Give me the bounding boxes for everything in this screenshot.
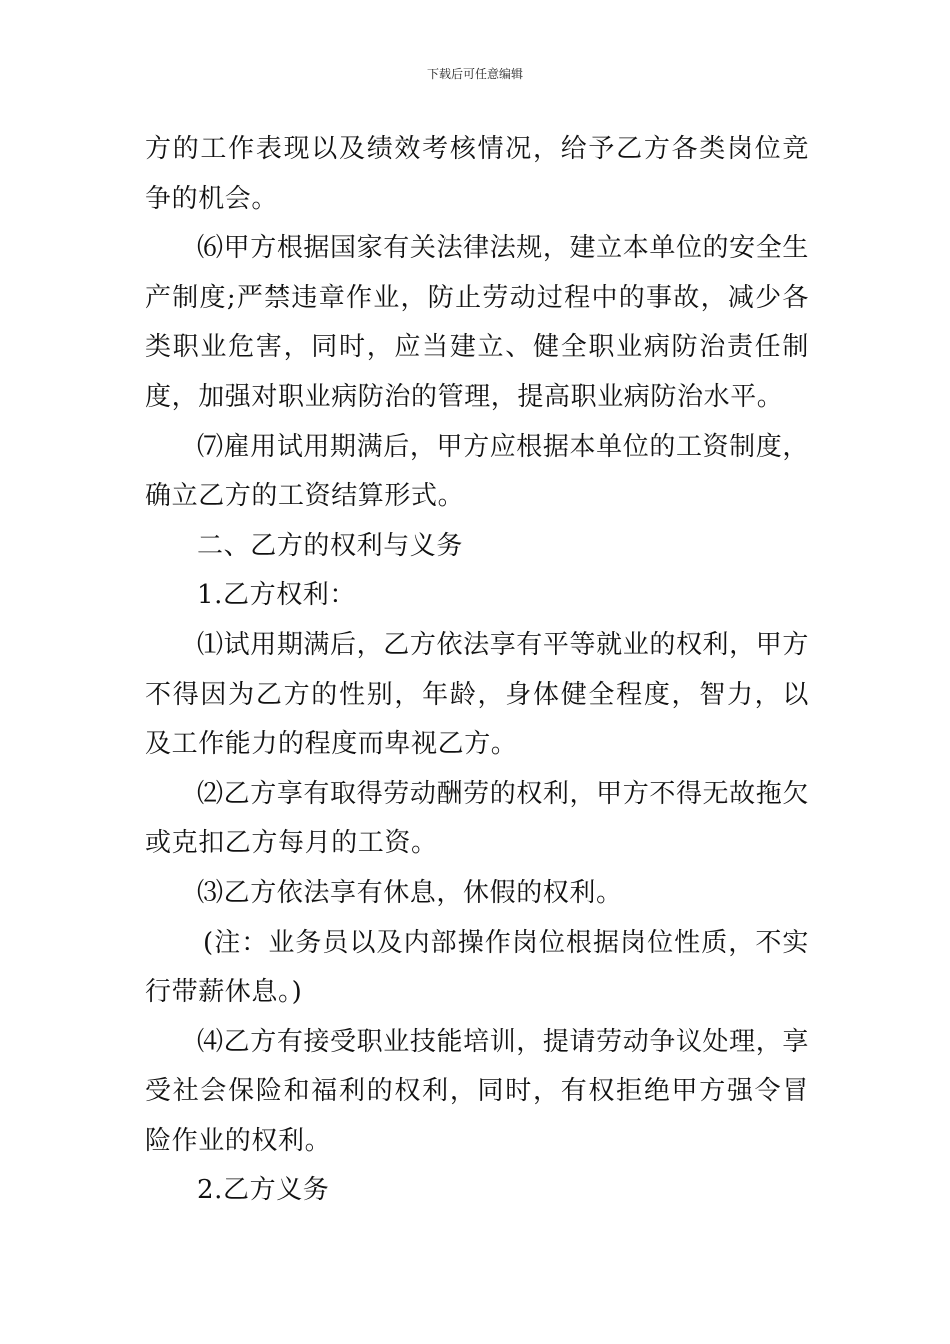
- document-body: [145, 125, 809, 1216]
- paragraph-right-1: ⑴试用期满后，乙方依法享有平等就业的权利，甲方不得因为乙方的性别，年龄，身体健全程度，智力，以及工作能力的程度而卑视乙方。: [145, 629, 809, 760]
- paragraph-note: (注：业务员以及内部操作岗位根据岗位性质，不实行带薪休息。): [145, 927, 809, 1008]
- paragraph-item-6: ⑹甲方根据国家有关法律法规，建立本单位的安全生产制度;严禁违章作业，防止劳动过程中的事故，减少各类职业危害，同时，应当建立、健全职业病防治责任制度，加强对职业病防治的管理，提高职业病防治水平。: [145, 233, 809, 412]
- paragraph-continuation: 方的工作表现以及绩效考核情况，给予乙方各类岗位竞争的机会。: [145, 134, 809, 214]
- subheading-rights: 1.乙方权利：: [197, 580, 357, 611]
- paragraph-right-3: ⑶乙方依法享有休息，休假的权利。: [197, 877, 623, 908]
- paragraph-item-7: ⑺雇用试用期满后，甲方应根据本单位的工资制度，确立乙方的工资结算形式。: [145, 431, 809, 512]
- paragraph-right-2: ⑵乙方享有取得劳动酬劳的权利，甲方不得无故拖欠或克扣乙方每月的工资。: [145, 778, 809, 859]
- paragraph-right-4: ⑷乙方有接受职业技能培训，提请劳动争议处理，享受社会保险和福利的权利，同时，有权拒绝甲方强令冒险作业的权利。: [145, 1026, 809, 1156]
- subheading-duties: 2.乙方义务: [197, 1175, 330, 1206]
- section-heading-rights-duties: 二、乙方的权利与义务: [197, 530, 464, 561]
- page-header: 下载后可任意编辑: [426, 67, 523, 81]
